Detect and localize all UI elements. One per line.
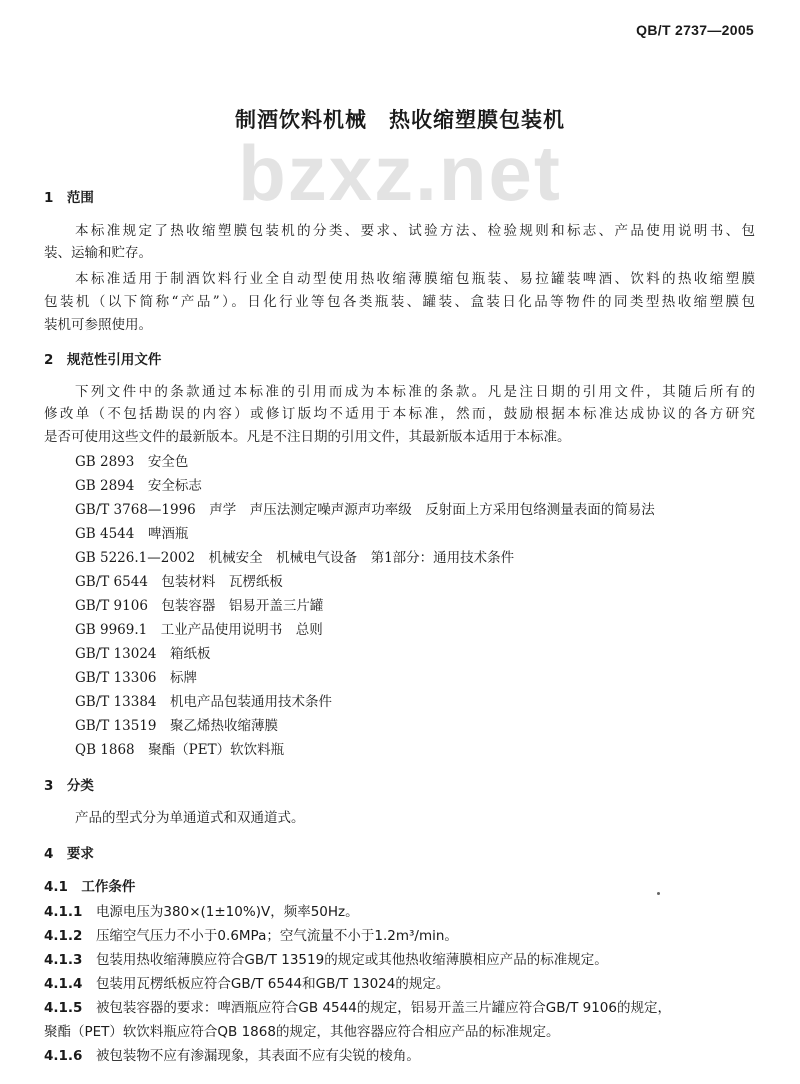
ref-code: GB/T 6544	[75, 574, 148, 590]
ref-code: GB 2893	[75, 454, 135, 470]
ref-item	[75, 621, 323, 639]
ref-item	[75, 453, 188, 471]
ref-item	[75, 525, 188, 543]
document-title: 制酒饮料机械 热收缩塑膜包装机	[235, 108, 565, 132]
ref-item	[75, 693, 332, 711]
ref-title: 工业产品使用说明书 总则	[160, 622, 323, 638]
ref-item	[75, 477, 202, 495]
ref-title: 声学 声压法测定噪声源声功率级 反射面上方采用包络测量表面的简易法	[209, 502, 655, 518]
ref-title: 安全色	[147, 454, 189, 470]
clause-number: 4.1	[44, 879, 68, 895]
section-1-heading: 1 范围	[44, 190, 94, 206]
ref-title: 包装材料 瓦楞纸板	[161, 574, 283, 590]
clause-item	[44, 927, 458, 945]
ref-item	[75, 669, 197, 687]
ref-code: GB/T 13384	[75, 694, 157, 710]
clause-number: 4.1.3	[44, 952, 83, 968]
ref-item	[75, 597, 323, 615]
ref-title: 聚酯（PET）软饮料瓶	[148, 742, 285, 758]
clause-item	[44, 999, 671, 1017]
ref-title: 聚乙烯热收缩薄膜	[170, 718, 278, 734]
ref-code: QB 1868	[75, 742, 135, 758]
section-1-paragraph-1-line-2: 装、运输和贮存。	[44, 245, 152, 261]
clause-number: 4.1.5	[44, 1000, 83, 1016]
ref-item	[75, 741, 284, 759]
ref-item	[75, 549, 514, 567]
ref-item	[75, 717, 278, 735]
ref-code: GB/T 9106	[75, 598, 148, 614]
clause-item	[44, 1047, 420, 1065]
ref-code: GB/T 13306	[75, 670, 157, 686]
clause-number: 4.1.6	[44, 1048, 83, 1064]
clause-item	[44, 951, 608, 969]
clause-number: 4.1.1	[44, 904, 83, 920]
section-2-paragraph-line-3: 是否可使用这些文件的最新版本。凡是不注日期的引用文件，其最新版本适用于本标准。	[44, 429, 571, 445]
clause-text: 包装用热收缩薄膜应符合GB/T 13519的规定或其他热收缩薄膜相应产品的标准规定。	[95, 952, 608, 968]
clause-text: 被包装物不应有渗漏现象，其表面不应有尖锐的棱角。	[95, 1048, 420, 1064]
section-2-paragraph-line-2: 修改单（不包括勘误的内容）或修订版均不适用于本标准，然而，鼓励根据本标准达成协议的各方研究	[44, 406, 755, 422]
ref-title: 箱纸板	[170, 646, 211, 662]
ref-code: GB/T 3768—1996	[75, 502, 196, 518]
clause-item	[44, 903, 359, 921]
section-2-heading: 2 规范性引用文件	[44, 352, 162, 368]
ref-item	[75, 501, 655, 519]
ref-item	[75, 645, 211, 663]
section-1-paragraph-2-line-3: 装机可参照使用。	[44, 317, 152, 333]
ref-code: GB/T 13024	[75, 646, 157, 662]
clause-text: 电源电压为380×(1±10%)V，频率50Hz。	[95, 904, 359, 920]
ref-title: 啤酒瓶	[147, 526, 189, 542]
clause-text: 压缩空气压力不小于0.6MPa；空气流量不小于1.2m³/min。	[95, 928, 458, 944]
section-1-paragraph-1-line-1: 本标准规定了热收缩塑膜包装机的分类、要求、试验方法、检验规则和标志、产品使用说明书、包	[75, 223, 755, 239]
clause-item-continuation	[44, 1023, 559, 1041]
ref-title: 安全标志	[147, 478, 202, 494]
ref-code: GB/T 13519	[75, 718, 157, 734]
clause-text: 包装用瓦楞纸板应符合GB/T 6544和GB/T 13024的规定。	[95, 976, 450, 992]
ref-code: GB 4544	[75, 526, 135, 542]
clause-number: 4.1.2	[44, 928, 83, 944]
clause-item	[44, 975, 449, 993]
standard-code: QB/T 2737—2005	[636, 22, 754, 38]
subsection-4-1	[44, 878, 135, 896]
clause-number: 4.1.4	[44, 976, 83, 992]
clause-title: 工作条件	[81, 879, 136, 895]
clause-text: 被包装容器的要求：啤酒瓶应符合GB 4544的规定，铝易开盖三片罐应符合GB/T 9106的规定，	[95, 1000, 671, 1016]
section-2-paragraph-line-1: 下列文件中的条款通过本标准的引用而成为本标准的条款。凡是注日期的引用文件，其随后所有的	[75, 384, 755, 400]
ref-code: GB 5226.1—2002	[75, 550, 196, 566]
ref-title: 机电产品包装通用技术条件	[170, 694, 332, 710]
section-1-paragraph-2-line-1: 本标准适用于制酒饮料行业全自动型使用热收缩薄膜缩包瓶装、易拉罐装啤酒、饮料的热收缩塑膜	[75, 271, 755, 287]
scan-speck	[657, 892, 660, 895]
ref-code: GB 9969.1	[75, 622, 148, 638]
clause-text: 聚酯（PET）软饮料瓶应符合QB 1868的规定，其他容器应符合相应产品的标准规定。	[44, 1024, 560, 1040]
ref-title: 机械安全 机械电气设备 第1部分：通用技术条件	[208, 550, 515, 566]
ref-title: 包装容器 铝易开盖三片罐	[161, 598, 324, 614]
ref-title: 标牌	[170, 670, 197, 686]
ref-item	[75, 573, 283, 591]
section-4-heading: 4 要求	[44, 846, 94, 862]
ref-code: GB 2894	[75, 478, 135, 494]
section-3-heading: 3 分类	[44, 778, 94, 794]
section-3-paragraph: 产品的型式分为单通道式和双通道式。	[75, 810, 305, 826]
section-1-paragraph-2-line-2: 包装机（以下简称“产品”）。日化行业等包各类瓶装、罐装、盒装日化品等物件的同类型热收缩塑膜包	[44, 294, 755, 310]
watermark: bzxz.net	[238, 129, 562, 217]
